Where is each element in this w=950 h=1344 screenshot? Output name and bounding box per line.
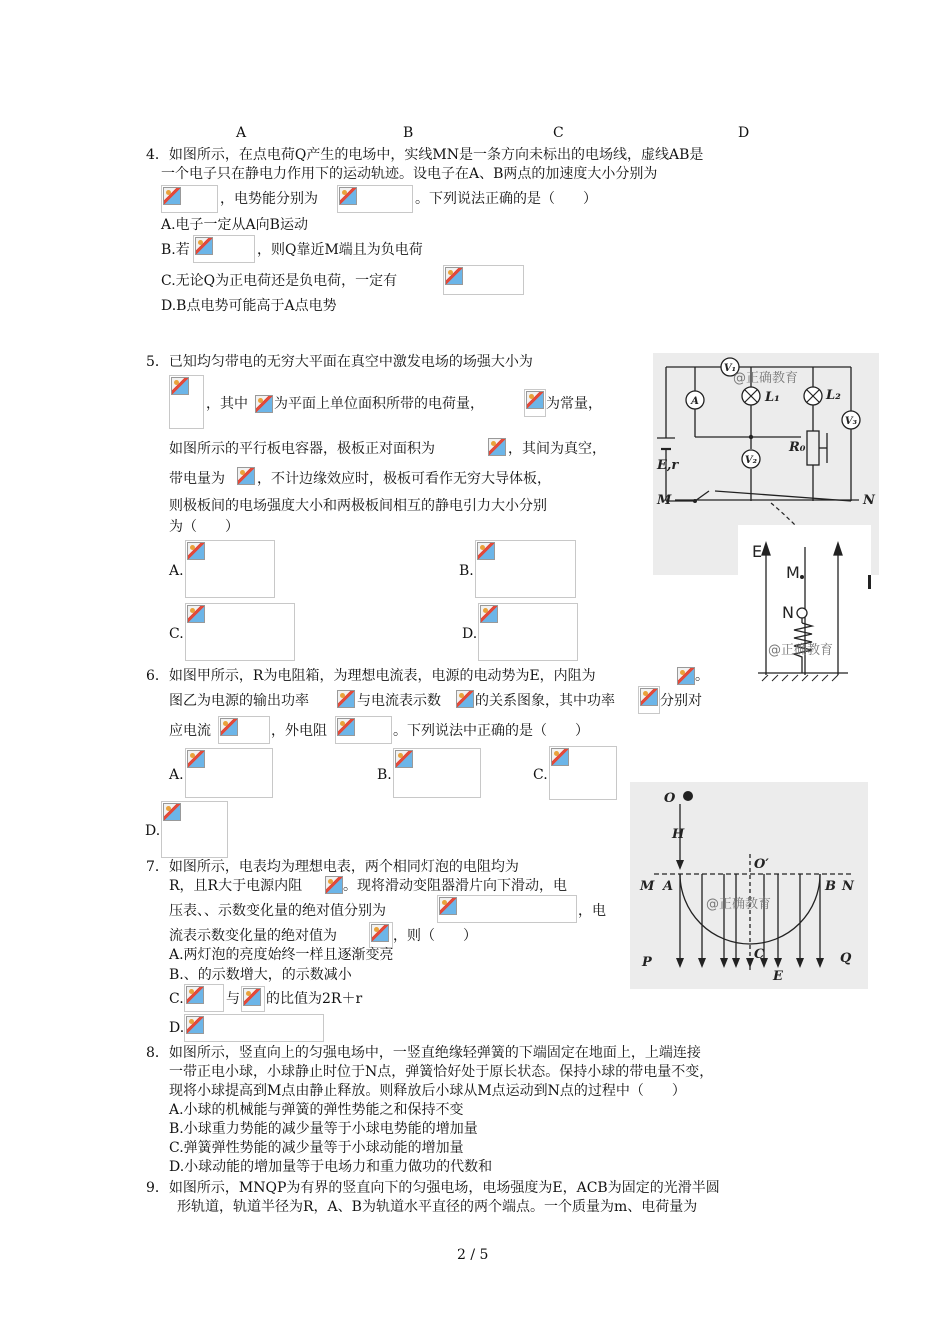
q6-option-c-formula	[549, 746, 617, 800]
image-placeholder-icon	[195, 237, 213, 255]
page-number: 2 / 5	[457, 1247, 489, 1263]
q6-formula-p	[638, 686, 660, 714]
image-placeholder-icon	[186, 986, 204, 1004]
image-placeholder-icon	[255, 395, 273, 413]
q5-option-b-label: B.	[459, 563, 474, 579]
q5-line4b: ，不计边缘效应时，极板可看作无穷大导体板，	[257, 471, 551, 487]
q6-line3b: ，外电阻	[271, 723, 327, 739]
q6-line1a: 6．如图甲所示，R为电阻箱，为理想电流表，电源的电动势为E，内阻为	[146, 668, 596, 684]
q7-line1: 7．如图所示，电表均为理想电表，两个相同灯泡的电阻均为	[146, 859, 519, 875]
q5-line5: 则极板间的电场强度大小和两极板间相互的静电引力大小分别	[169, 498, 547, 514]
q6-line2b: 与电流表示数	[357, 693, 441, 709]
q5-line2b: 为平面上单位面积所带的电荷量，	[274, 396, 484, 412]
label-v3: V₃	[844, 416, 858, 427]
q7-line2a: R，且R大于电源内阻	[169, 878, 303, 894]
q7-formula-delta-u	[437, 895, 577, 923]
image-placeholder-icon	[163, 803, 181, 821]
q4-option-c-formula	[443, 265, 524, 295]
label-n: N	[863, 493, 875, 508]
watermark: @正确教育	[706, 897, 772, 912]
q7-option-c-formula-1	[184, 984, 224, 1012]
q5-line2c: 为常量，	[546, 396, 602, 412]
q6-line3c: 。下列说法中正确的是（ ）	[393, 723, 589, 739]
q7-line3a: 压表、、示数变化量的绝对值分别为	[169, 903, 386, 919]
label-b: B	[825, 879, 836, 894]
image-placeholder-icon	[445, 267, 463, 285]
q6-line2c: 的关系图象，其中功率	[475, 693, 615, 709]
q5-line1: 5．已知均匀带电的无穷大平面在真空中激发电场的场强大小为	[146, 354, 533, 370]
image-placeholder-icon	[677, 667, 695, 685]
label-m: M	[640, 879, 655, 894]
label-l1: L₁	[765, 390, 780, 405]
label-p: P	[642, 955, 652, 970]
q6-formula-current	[218, 716, 270, 744]
q4-option-b-formula	[193, 235, 255, 263]
q4-line3a: ，电势能分别为	[220, 191, 318, 207]
label-e: E	[773, 969, 783, 984]
image-placeholder-icon	[439, 897, 457, 915]
q9-line1: 9．如图所示，MNQP为有界的竖直向下的匀强电场，电场强度为E，ACB为固定的光滑半圆	[146, 1180, 720, 1196]
q6-option-d-formula	[161, 801, 228, 858]
label-a: A	[691, 396, 699, 407]
image-placeholder-icon	[337, 690, 355, 708]
image-placeholder-icon	[237, 467, 255, 485]
q5-option-c-label: C.	[169, 626, 184, 642]
q5-option-c-formula	[185, 603, 295, 661]
q7-line4a: 流表示数变化量的绝对值为	[169, 928, 337, 944]
q7-line3b: ，电	[578, 903, 606, 919]
q6-line2d: 分别对	[660, 693, 702, 709]
q8-option-d: D.小球动能的增加量等于电场力和重力做功的代数和	[169, 1159, 493, 1175]
image-placeholder-icon	[395, 750, 413, 768]
label-r0: R₀	[789, 440, 806, 455]
q4-line1: 4．如图所示，在点电荷Q产生的电场中，实线MN是一条方向未标出的电场线，虚线AB是	[146, 147, 704, 163]
q4-option-b-pre: B.若	[161, 242, 190, 258]
label-er: E,r	[657, 458, 679, 473]
q7-line4b: ，则（ ）	[393, 928, 477, 944]
q4-formula-accel	[161, 185, 218, 213]
q5-formula-field	[169, 375, 204, 429]
q6-formula-resist	[335, 716, 392, 744]
label-o-prime: O′	[754, 857, 769, 872]
image-placeholder-icon	[456, 690, 474, 708]
q6-option-a-label: A.	[169, 767, 184, 783]
q7-option-c-pre: C.	[169, 991, 184, 1007]
q6-option-b-formula	[393, 748, 481, 798]
q7-option-c-formula-2	[241, 986, 265, 1012]
image-placeholder-icon	[220, 718, 238, 736]
q7-formula-delta-i	[369, 922, 393, 948]
image-placeholder-icon	[480, 605, 498, 623]
watermark: @正确教育	[768, 643, 834, 658]
q4-option-b-post: ，则Q靠近M端且为负电荷	[257, 242, 423, 258]
label-n: N	[782, 603, 794, 622]
q4-line3b: 。下列说法正确的是（ ）	[415, 191, 597, 207]
q7-option-b: B.、的示数增大，的示数减小	[169, 967, 352, 983]
image-placeholder-icon	[187, 542, 205, 560]
label-o: O	[664, 791, 676, 806]
q5-option-a-label: A.	[169, 563, 184, 579]
q4-formula-energy	[337, 185, 413, 213]
image-placeholder-icon	[325, 876, 343, 894]
q5-line4a: 带电量为	[169, 471, 225, 487]
q8-option-c: C.弹簧弹性势能的减少量等于小球动能的增加量	[169, 1140, 464, 1156]
q5-option-b-formula	[475, 540, 576, 598]
top-option-d: D	[738, 125, 750, 141]
label-c: C	[754, 947, 765, 962]
q6-option-c-label: C.	[533, 767, 548, 783]
label-l2: L₂	[826, 388, 841, 403]
image-placeholder-icon	[337, 718, 355, 736]
image-placeholder-icon	[339, 187, 357, 205]
top-option-a: A	[236, 125, 247, 141]
q7-option-d-formula	[184, 1014, 324, 1042]
image-placeholder-icon	[163, 187, 181, 205]
q6-line3a: 应电流	[169, 723, 211, 739]
image-placeholder-icon	[243, 988, 261, 1006]
label-h: H	[672, 827, 685, 842]
track-figure	[630, 782, 868, 989]
image-placeholder-icon	[551, 748, 569, 766]
q6-line1b: 。	[695, 668, 709, 684]
top-option-b: B	[403, 125, 414, 141]
label-v1: V₁	[723, 363, 737, 374]
label-m: M	[786, 563, 800, 582]
q5-line6: 为（ ）	[169, 519, 239, 535]
q7-option-a: A.两灯泡的亮度始终一样且逐渐变亮	[169, 947, 394, 963]
q5-option-a-formula	[185, 540, 275, 598]
label-q: Q	[840, 951, 852, 966]
image-placeholder-icon	[187, 750, 205, 768]
image-placeholder-icon	[171, 377, 189, 395]
image-placeholder-icon	[477, 542, 495, 560]
q6-line2a: 图乙为电源的输出功率	[169, 693, 309, 709]
image-placeholder-icon	[640, 688, 658, 706]
q5-option-d-label: D.	[462, 626, 478, 642]
q5-option-d-formula	[478, 603, 578, 661]
top-option-c: C	[553, 125, 564, 141]
q7-option-c-post: 的比值为2R＋r	[266, 991, 363, 1007]
spring-diagram	[738, 525, 871, 683]
q5-line3b: ，其间为真空，	[508, 441, 606, 457]
q8-line2: 一带正电小球，小球静止时位于N点，弹簧恰好处于原长状态。保持小球的带电量不变，	[169, 1064, 714, 1080]
label-m: M	[657, 493, 672, 508]
image-placeholder-icon	[488, 438, 506, 456]
q4-option-a: A.电子一定从A向B运动	[161, 217, 308, 233]
q6-option-a-formula	[185, 748, 273, 798]
label-n: N	[842, 879, 854, 894]
q9-line2: 形轨道，轨道半径为R，A、B为轨道水平直径的两个端点。一个质量为m、电荷量为	[177, 1199, 698, 1215]
q6-option-b-label: B.	[377, 767, 392, 783]
q5-formula-k	[524, 389, 546, 417]
spring-figure	[738, 525, 871, 683]
q8-option-a: A.小球的机械能与弹簧的弹性势能之和保持不变	[169, 1102, 464, 1118]
q6-option-d-label: D.	[145, 823, 161, 839]
q4-line2: 一个电子只在静电力作用下的运动轨迹。设电子在A、B两点的加速度大小分别为	[161, 166, 658, 182]
label-v2: V₂	[744, 455, 758, 466]
image-placeholder-icon	[371, 924, 389, 942]
q4-option-d: D.B点电势可能高于A点电势	[161, 298, 337, 314]
track-diagram	[630, 782, 868, 989]
q4-option-c: C.无论Q为正电荷还是负电荷，一定有	[161, 273, 398, 289]
q8-option-b: B.小球重力势能的减少量等于小球电势能的增加量	[169, 1121, 478, 1137]
image-placeholder-icon	[186, 1016, 204, 1034]
q5-line3a: 如图所示的平行板电容器，极板正对面积为	[169, 441, 435, 457]
image-placeholder-icon	[187, 605, 205, 623]
label-e: E	[752, 542, 763, 561]
q7-line2b: 。现将滑动变阻器滑片向下滑动，电	[343, 878, 567, 894]
q5-line2a: ，其中	[206, 396, 248, 412]
label-a: A	[663, 879, 674, 894]
watermark: @正确教育	[733, 371, 799, 386]
q8-line3: 现将小球提高到M点由静止释放。则释放后小球从M点运动到N点的过程中（ ）	[169, 1083, 686, 1099]
q7-option-d-label: D.	[169, 1020, 185, 1036]
q7-option-c-mid: 与	[226, 991, 240, 1007]
image-placeholder-icon	[526, 391, 544, 409]
q8-line1: 8．如图所示，竖直向上的匀强电场中，一竖直绝缘轻弹簧的下端固定在地面上，上端连接	[146, 1045, 701, 1061]
